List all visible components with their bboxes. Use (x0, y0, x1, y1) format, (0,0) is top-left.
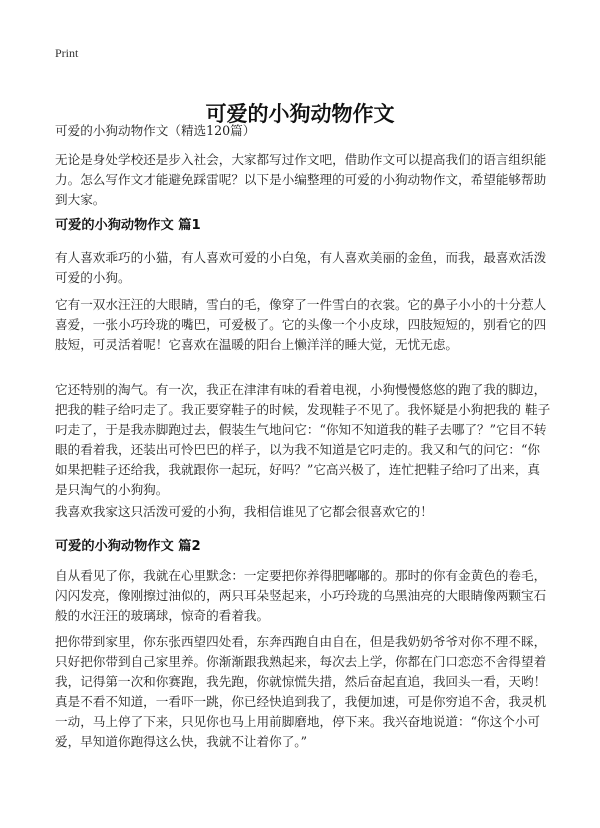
print-label: Print (55, 46, 79, 60)
intro-paragraph: 无论是身处学校还是步入社会，大家都写过作文吧，借助作文可以提高我们的语言组织能力。怎么写作文才能避免踩雷呢？以下是小编整理的可爱的小狗动物作文，希望能够帮助到大家。 (55, 152, 547, 207)
section-1-paragraph-1: 有人喜欢乖巧的小猫，有人喜欢可爱的小白兔，有人喜欢美丽的金鱼，而我，最喜欢活泼可爱的小狗。 (55, 250, 547, 285)
section-1-paragraph-2: 它有一双水汪汪的大眼睛，雪白的毛，像穿了一件雪白的衣裳。它的鼻子小小的十分惹人喜爱，一张小巧玲珑的嘴巴，可爱极了。它的头像一个小皮球，四肢短短的，别看它的四肢短，可灵活着呢！它喜欢在温暖的阳台上懒洋洋的睡大觉，无忧无虑。 (55, 297, 547, 352)
section-2-paragraph-1: 自从看见了你，我就在心里默念：一定要把你养得肥嘟嘟的。那时的你有金黄色的卷毛，闪闪发亮，像刚擦过油似的，两只耳朵竖起来，小巧玲珑的乌黑油亮的大眼睛像两颗宝石般的水汪汪的玻璃球，惊奇的看着我。 (55, 568, 547, 623)
page-title: 可爱的小狗动物作文 (205, 102, 395, 127)
document-subtitle: 可爱的小狗动物作文（精选120篇） (55, 123, 256, 138)
section-heading-2: 可爱的小狗动物作文 篇2 (55, 539, 201, 554)
section-heading-1: 可爱的小狗动物作文 篇1 (55, 218, 201, 233)
section-1-paragraph-3: 它还特别的淘气。有一次，我正在津津有味的看着电视，小狗慢慢悠悠的跑了我的脚边，把我的鞋子给叼走了。我正要穿鞋子的时候，发现鞋子不见了。我怀疑是小狗把我的 鞋子叼走了，于是我赤脚跑过去，假装生气地问它：“你知不知道我的鞋子去哪了？”它目不转眼的看着我，还装出可怜巴巴的样子，以为我不知道是它叼走的。我又和气的问它：“你如果把鞋子还给我，我就跟你一起玩，好吗？”它高兴极了，连忙把鞋子给叼了出来，真是只淘气的小狗狗。 (55, 382, 551, 497)
section-2-paragraph-2: 把你带到家里，你东张西望四处看，东奔西跑自由自在，但是我奶奶爷爷对你不理不睬，只好把你带到自己家里养。你渐渐跟我熟起来，每次去上学，你都在门口恋恋不舍得望着我，记得第一次和你赛跑，我先跑，你就惊慌失措，然后奋起直追，我回头一看，天哟！真是不看不知道，一看吓一跳，你已经快追到我了，我便加速，可是你穷追不舍，我灵机一动，马上停了下来，只见你也马上用前脚磨地，停下来。我兴奋地说道：“你这个小可爱，早知道你跑得这么快，我就不让着你了。” (55, 634, 547, 749)
section-1-paragraph-4: 我喜欢我家这只活泼可爱的小狗，我相信谁见了它都会很喜欢它的！ (55, 504, 433, 519)
